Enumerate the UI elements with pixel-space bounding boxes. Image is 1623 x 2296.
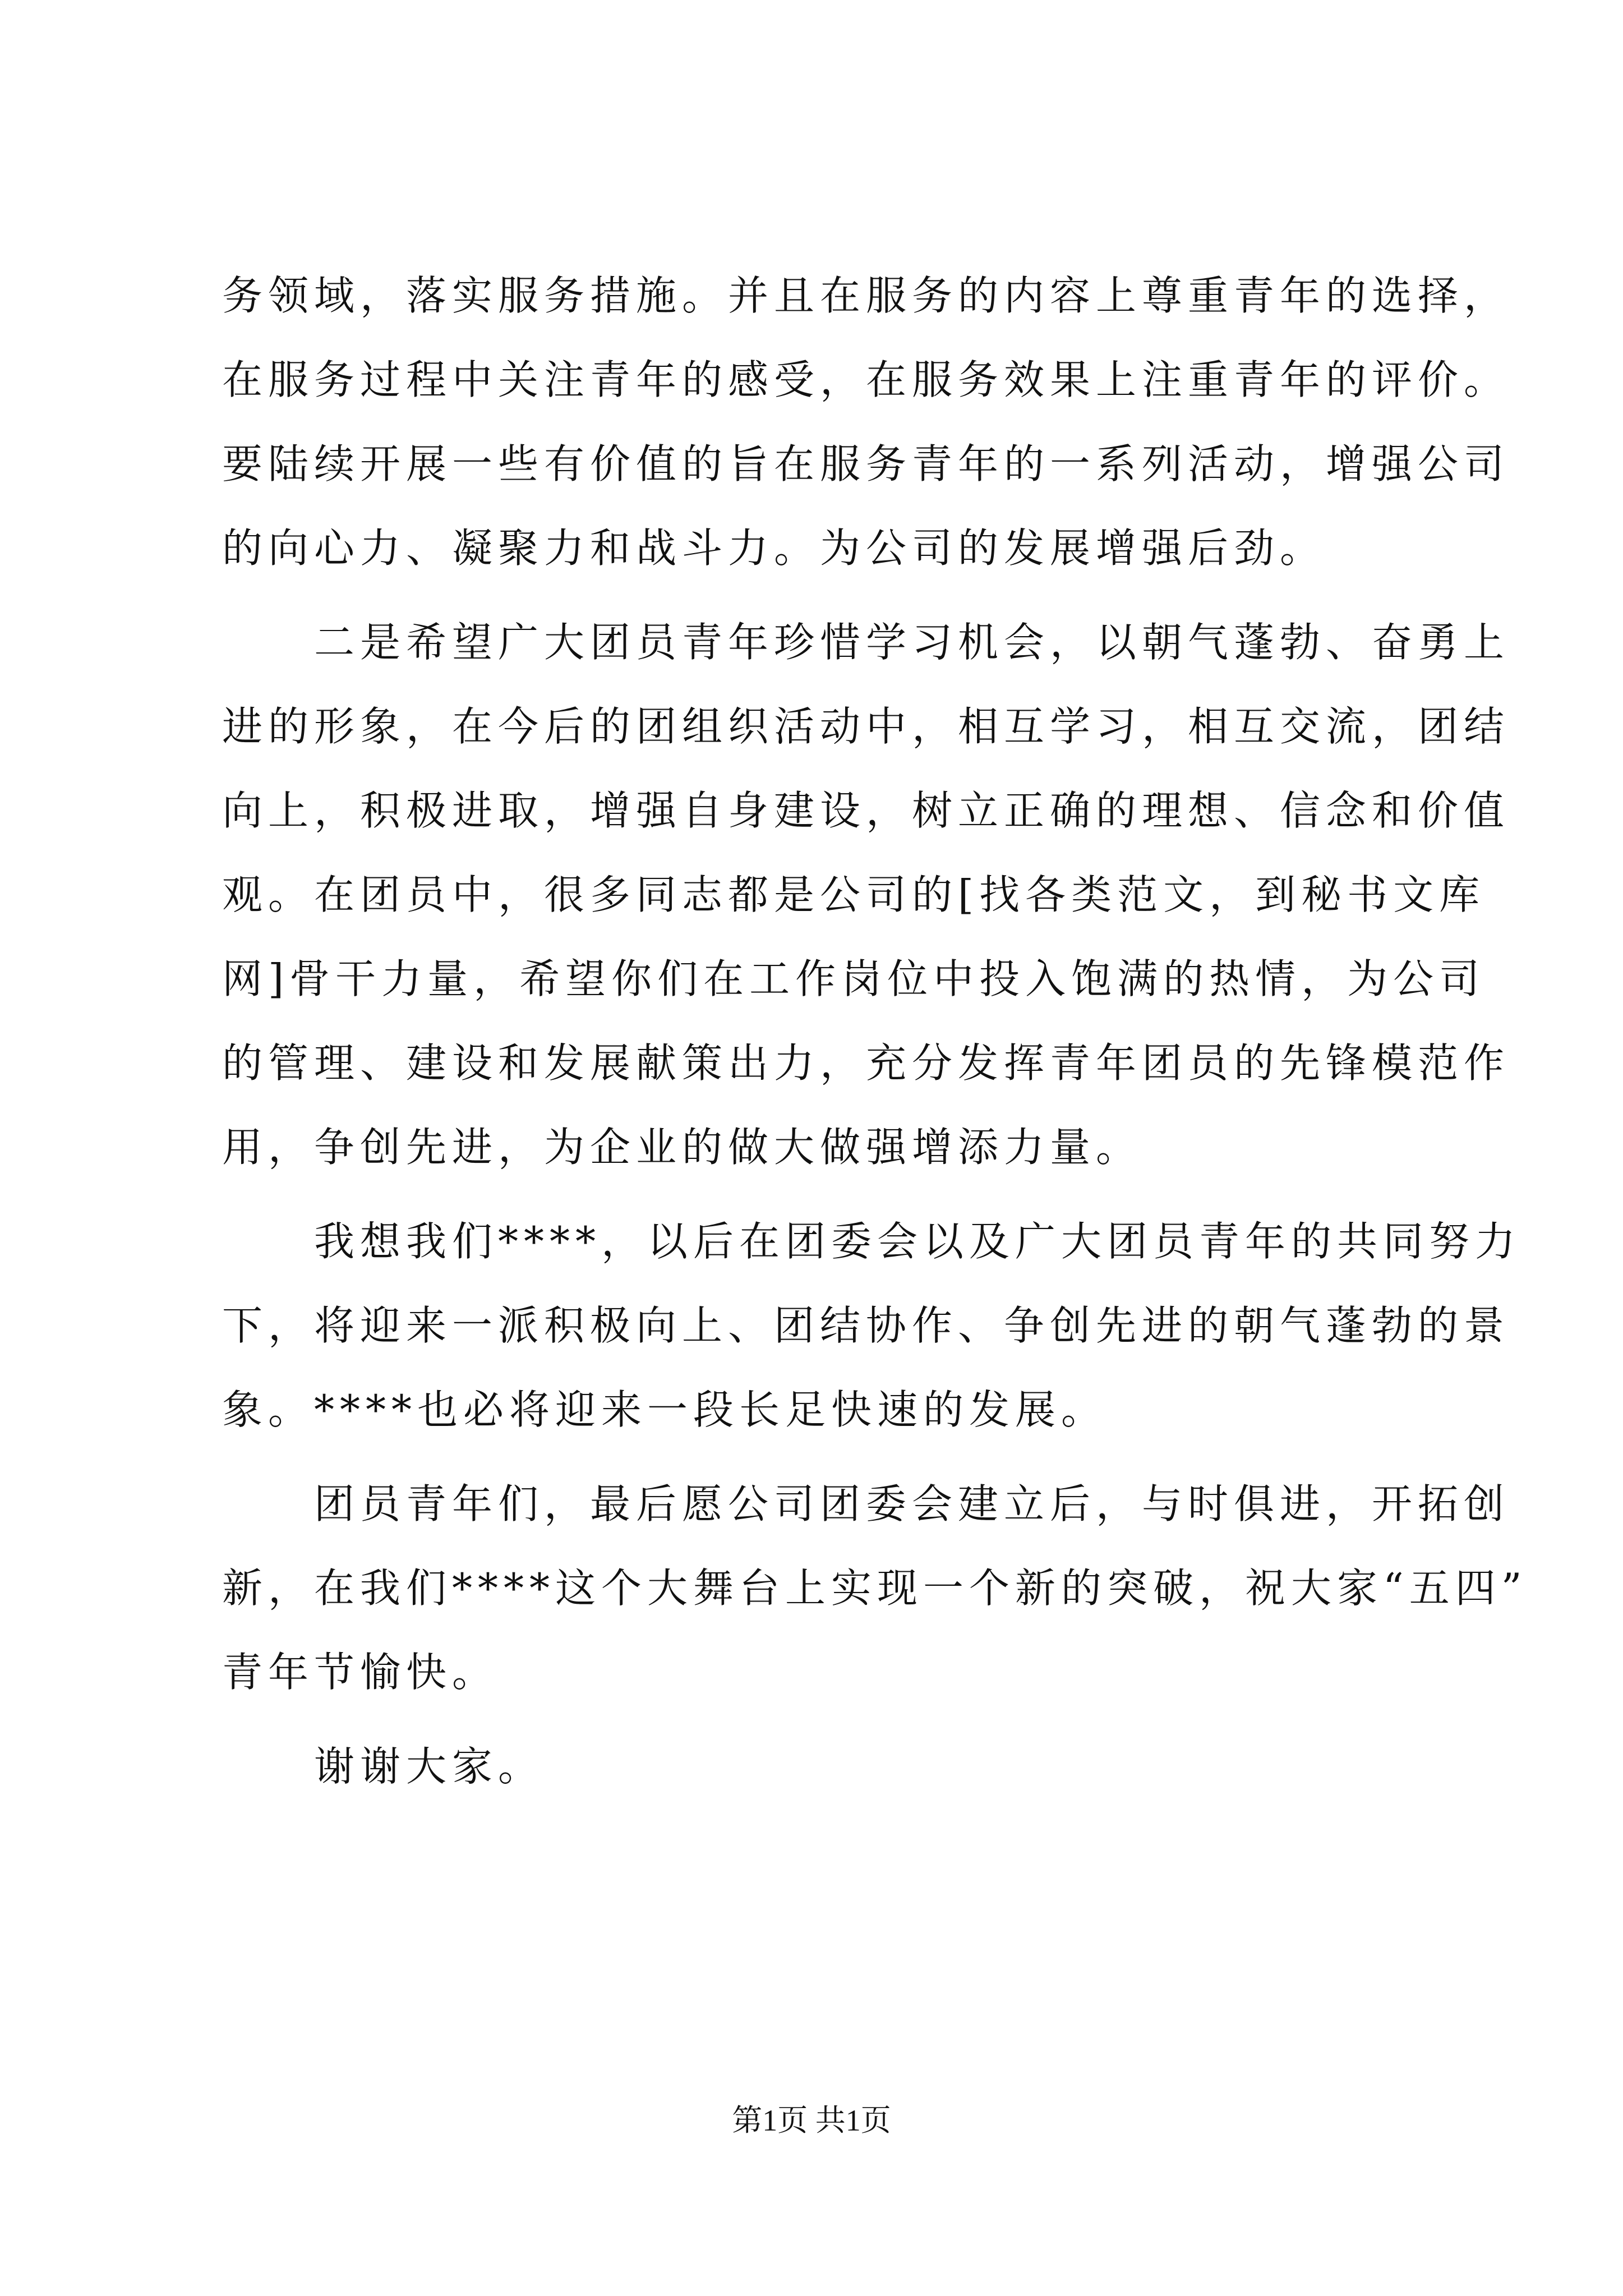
text-line: 向上，积极进取，增强自身建设，树立正确的理想、信念和价值 <box>222 787 1510 834</box>
text-line: 谢谢大家。 <box>222 1743 545 1790</box>
text-line: 进的形象，在今后的团组织活动中，相互学习，相互交流，团结 <box>222 703 1510 750</box>
text-line: 要陆续开展一些有价值的旨在服务青年的一系列活动，增强公司 <box>222 440 1510 487</box>
paragraph-1 <box>222 254 1510 590</box>
text-line: 我想我们****，以后在团委会以及广大团员青年的共同努力 <box>222 1218 1521 1265</box>
paragraph-spacer <box>222 1714 1428 1724</box>
paragraph-spacer <box>222 1189 1428 1199</box>
text-line: 用，争创先进，为企业的做大做强增添力量。 <box>222 1124 1142 1171</box>
paragraph-3 <box>222 1199 1521 1452</box>
text-line: 下，将迎来一派积极向上、团结协作、争创先进的朝气蓬勃的景 <box>222 1302 1510 1349</box>
text-line: 的向心力、凝聚力和战斗力。为公司的发展增强后劲。 <box>222 524 1326 572</box>
paragraph-2 <box>222 600 1510 1189</box>
text-line: 团员青年们，最后愿公司团委会建立后，与时俱进，开拓创 <box>222 1480 1510 1527</box>
paragraph-5 <box>222 1724 1428 1809</box>
text-line: 象。****也必将迎来一段长足快速的发展。 <box>222 1386 1108 1433</box>
text-line: 的管理、建设和发展献策出力，充分发挥青年团员的先锋模范作 <box>222 1039 1510 1087</box>
text-line: 观。在团员中，很多同志都是公司的[找各类范文，到秘书文库 <box>222 871 1486 918</box>
paragraph-4 <box>222 1462 1528 1714</box>
page-footer <box>0 2101 1623 2140</box>
text-line: 新，在我们****这个大舞台上实现一个新的突破，祝大家“五四” <box>222 1565 1528 1612</box>
page-number-label: 第1页 共1页 <box>732 2104 891 2137</box>
text-line: 务领域，落实服务措施。并且在服务的内容上尊重青年的选择， <box>222 272 1510 319</box>
text-line: 青年节愉快。 <box>222 1649 499 1696</box>
text-line: 在服务过程中关注青年的感受，在服务效果上注重青年的评价。 <box>222 356 1510 403</box>
paragraph-spacer <box>222 1452 1428 1462</box>
document-body <box>222 254 1528 1809</box>
paragraph-spacer <box>222 590 1428 600</box>
text-line: 二是希望广大团员青年珍惜学习机会，以朝气蓬勃、奋勇上 <box>222 619 1510 666</box>
text-line: 网]骨干力量，希望你们在工作岗位中投入饱满的热情，为公司 <box>222 955 1486 1002</box>
